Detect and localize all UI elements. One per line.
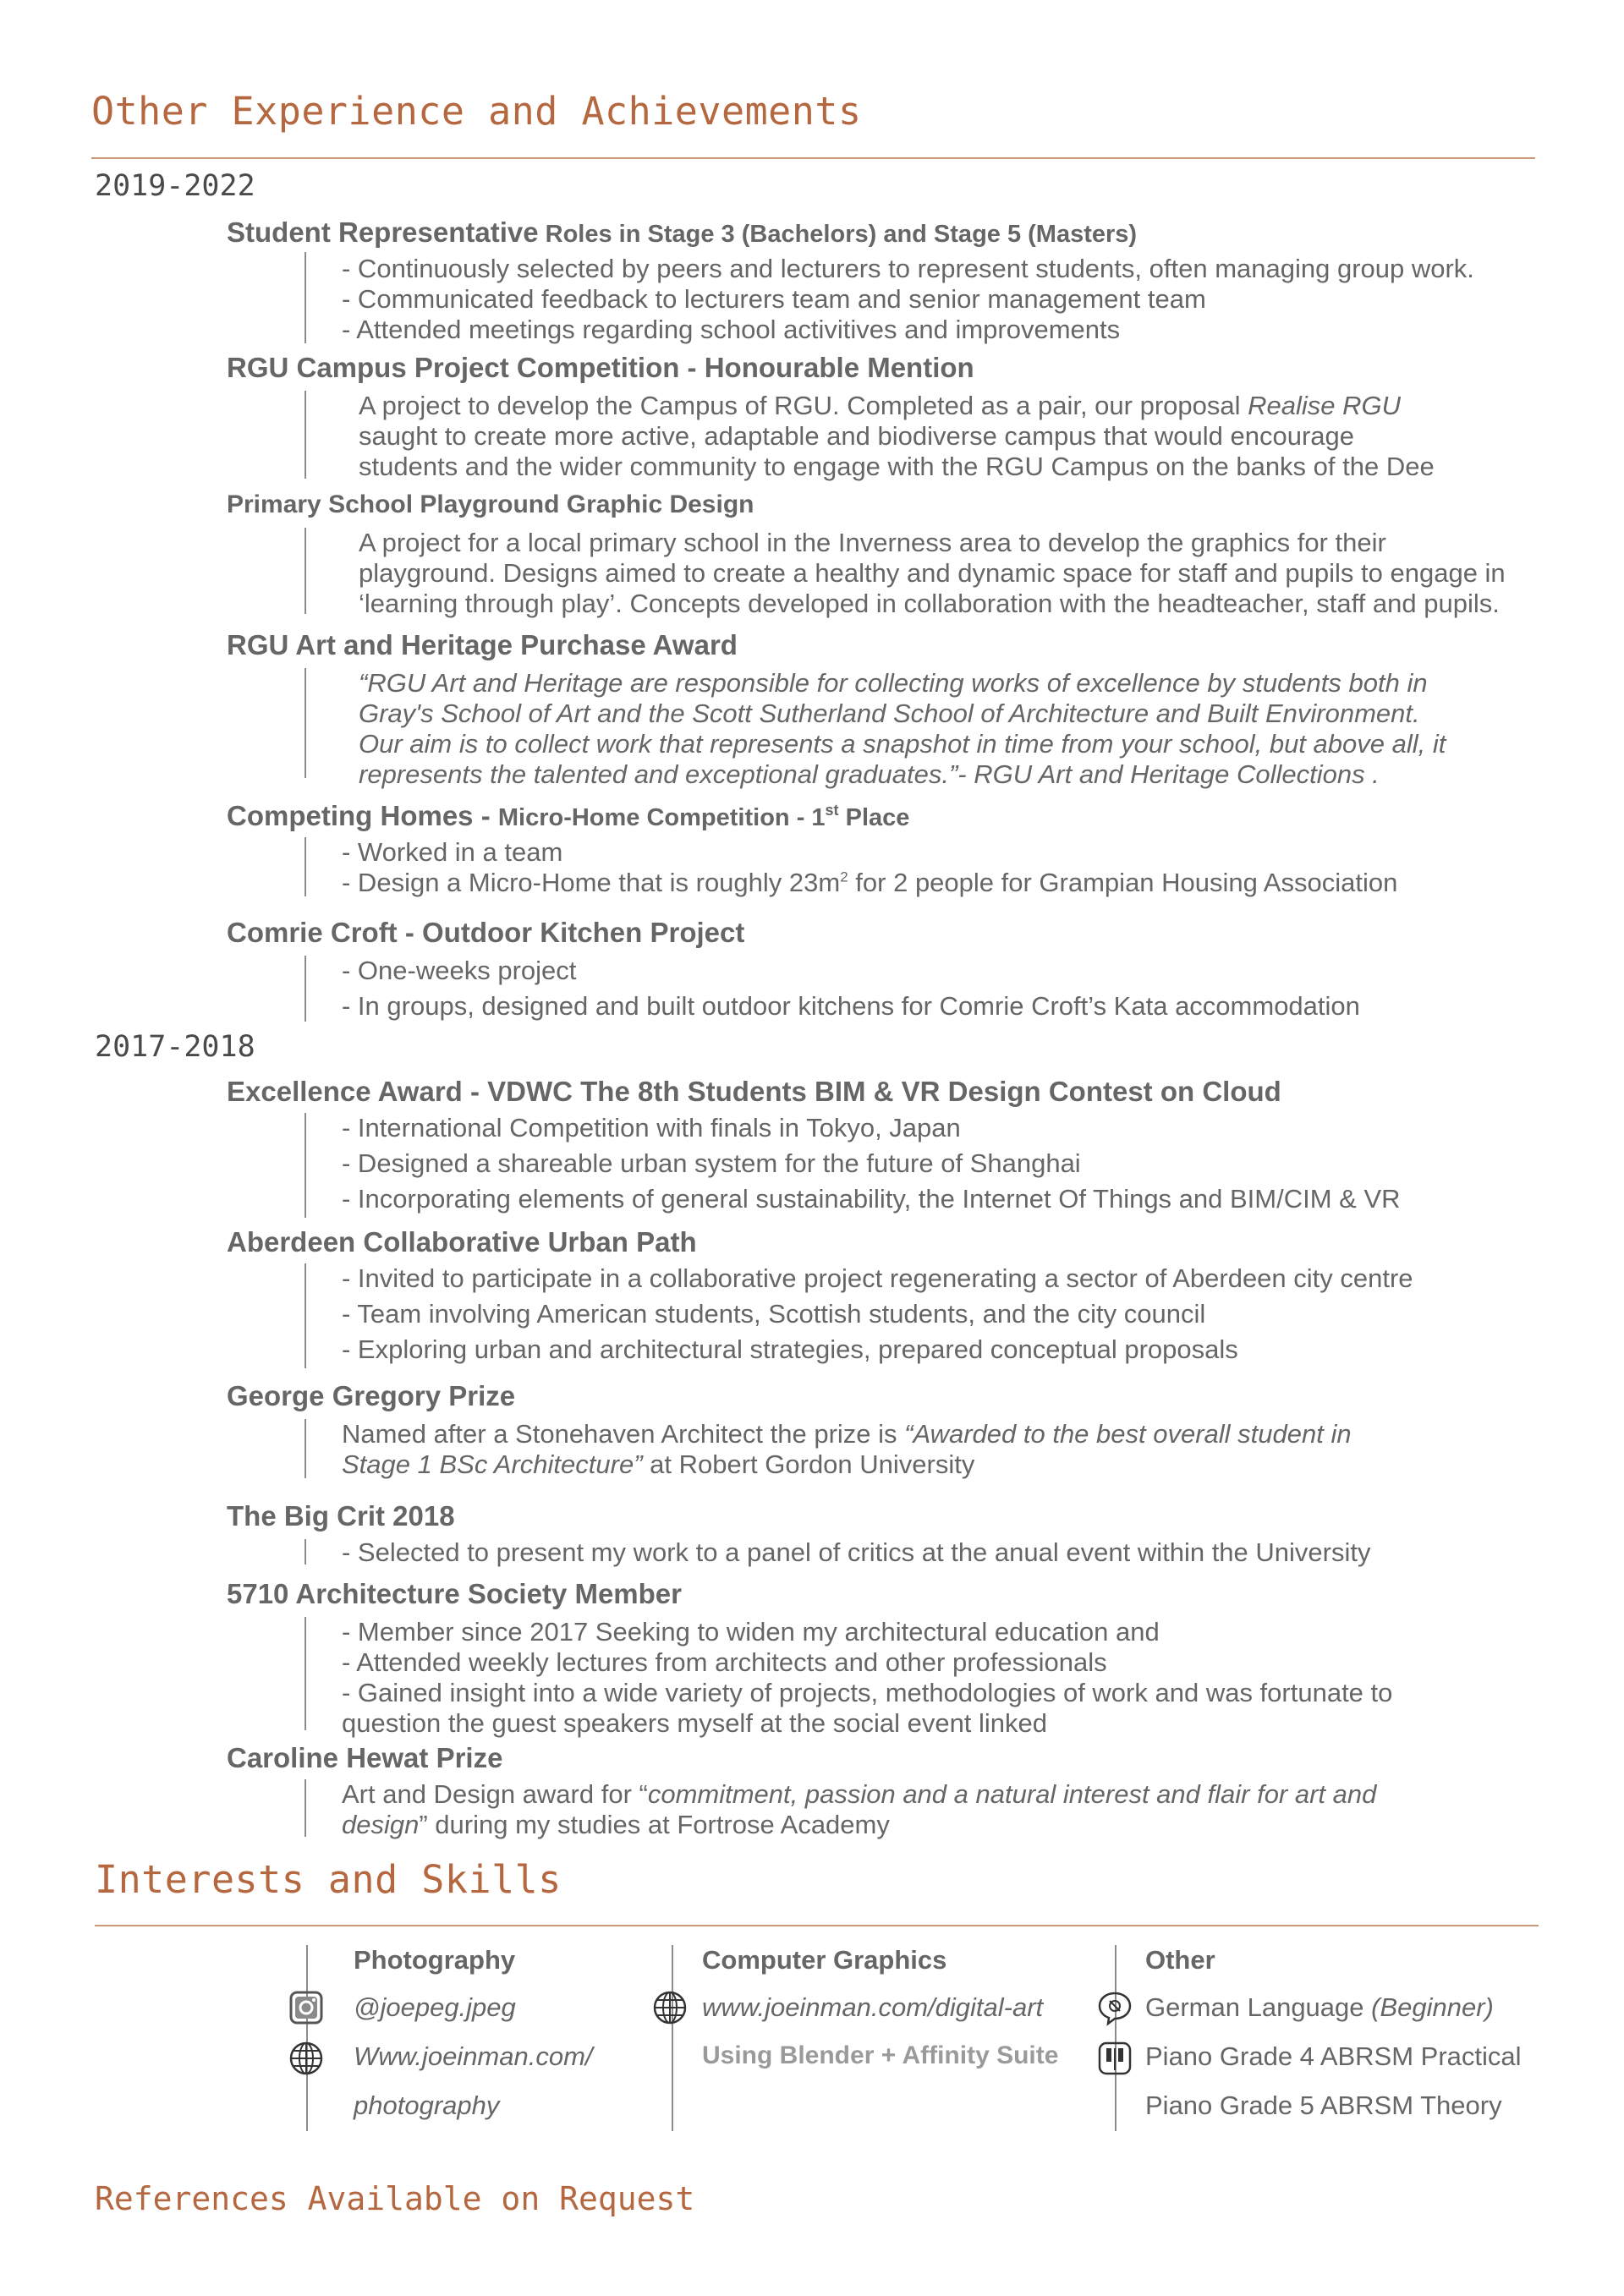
entry-line: students and the wider community to engage with the RGU Campus on the banks of the Dee: [359, 452, 1435, 481]
piano-theory: Piano Grade 5 ABRSM Theory: [1145, 2091, 1502, 2120]
entry-bar: [304, 1617, 306, 1730]
entry-line: - Attended meetings regarding school activitives and improvements: [342, 315, 1121, 344]
entry-title: RGU Campus Project Competition - Honourable Mention: [227, 352, 974, 383]
entry-bar: [304, 1539, 306, 1564]
globe-icon: [288, 2040, 325, 2077]
entry-title: Caroline Hewat Prize: [227, 1742, 503, 1773]
section-title-other: Other Experience and Achievements: [91, 89, 862, 134]
graphics-heading: Computer Graphics: [702, 1945, 947, 1975]
entry-line: - Team involving American students, Scottish students, and the city council: [342, 1299, 1206, 1329]
entry-bar: [304, 252, 306, 343]
quote-line: Gray's School of Art and the Scott Sutherland School of Architecture and Built Environment.: [359, 699, 1420, 728]
entry-title: George Gregory Prize: [227, 1380, 516, 1411]
entry-line: question the guest speakers myself at the social event linked: [342, 1708, 1048, 1738]
entry-line: Stage 1 BSc Architecture” at Robert Gordon University: [342, 1449, 975, 1479]
digital-art-link[interactable]: www.joeinman.com/digital-art: [702, 1992, 1044, 2022]
entry-line: saught to create more active, adaptable and biodiverse campus that would encourage: [359, 421, 1355, 451]
entry-line: - Invited to participate in a collaborative project regenerating a sector of Aberdeen city centre: [342, 1263, 1413, 1293]
entry-line: ‘learning through play’. Concepts developed in collaboration with the headteacher, staff and pupils.: [359, 589, 1500, 618]
photography-heading: Photography: [354, 1945, 516, 1975]
entry-line: - Design a Micro-Home that is roughly $23m^2$ for 2 people for Grampian Housing Association: [342, 868, 1398, 897]
entry-line: - International Competition with finals in Tokyo, Japan: [342, 1113, 961, 1143]
entry-line: - Attended weekly lectures from architects and other professionals: [342, 1647, 1107, 1677]
entry-line: Art and Design award for “commitment, passion and a natural interest and flair for art and: [342, 1779, 1377, 1809]
globe-icon: [651, 1989, 689, 2026]
entry-bar: [304, 1113, 306, 1218]
entry-line: - Selected to present my work to a panel of critics at the anual event within the University: [342, 1537, 1371, 1567]
entry-title: Competing Homes - Micro-Home Competition - 1st Place: [227, 800, 910, 831]
instagram-icon: [288, 1989, 325, 2026]
instagram-link[interactable]: @joepeg.jpeg: [354, 1992, 516, 2022]
entry-title: The Big Crit 2018: [227, 1500, 455, 1532]
entry-bar: [304, 391, 306, 479]
entry-line: A project for a local primary school in the Inverness area to develop the graphics for their: [359, 528, 1386, 557]
section-divider: [91, 157, 1535, 159]
entry-bar: [304, 528, 306, 614]
column-divider: [306, 1945, 308, 2131]
entry-bar: [304, 1263, 306, 1368]
entry-bar: [304, 1779, 306, 1837]
year-label: 2017-2018: [95, 1030, 255, 1064]
entry-bar: [304, 668, 306, 778]
entry-line: - Worked in a team: [342, 837, 563, 867]
entry-line: - Continuously selected by peers and lecturers to represent students, often managing group work.: [342, 254, 1474, 283]
entry-title: Aberdeen Collaborative Urban Path: [227, 1226, 697, 1258]
entry-line: - Communicated feedback to lecturers team and senior management team: [342, 284, 1206, 314]
graphics-tools: Using Blender + Affinity Suite: [702, 2041, 1059, 2069]
entry-title: RGU Art and Heritage Purchase Award: [227, 629, 738, 660]
quote-line: “RGU Art and Heritage are responsible for collecting works of excellence by students both in: [359, 668, 1428, 698]
entry-line: Named after a Stonehaven Architect the prize is “Awarded to the best overall student in: [342, 1419, 1352, 1449]
references-footer: References Available on Request: [95, 2180, 695, 2217]
column-divider: [1115, 1945, 1116, 2131]
entry-line: playground. Designs aimed to create a healthy and dynamic space for staff and pupils to engage in: [359, 558, 1506, 588]
entry-line: - Designed a shareable urban system for the future of Shanghai: [342, 1148, 1081, 1178]
piano-practical: Piano Grade 4 ABRSM Practical: [1145, 2041, 1522, 2071]
photography-site-link[interactable]: Www.joeinman.com/: [354, 2041, 593, 2071]
entry-line: - Member since 2017 Seeking to widen my architectural education and: [342, 1617, 1160, 1647]
entry-title: Primary School Playground Graphic Design: [227, 490, 754, 518]
entry-title: Excellence Award - VDWC The 8th Students BIM & VR Design Contest on Cloud: [227, 1076, 1281, 1107]
entry-line: - Exploring urban and architectural strategies, prepared conceptual proposals: [342, 1334, 1238, 1364]
entry-line: design” during my studies at Fortrose Academy: [342, 1810, 890, 1839]
year-label: 2019-2022: [95, 169, 255, 203]
entry-bar: [304, 837, 306, 896]
section-divider: [95, 1925, 1539, 1926]
entry-line: - In groups, designed and built outdoor kitchens for Comrie Croft’s Kata accommodation: [342, 991, 1360, 1021]
entry-title: Student Representative Roles in Stage 3 (Bachelors) and Stage 5 (Masters): [227, 216, 1138, 248]
entry-line: A project to develop the Campus of RGU. Completed as a pair, our proposal Realise RGU: [359, 391, 1402, 420]
entry-line: - Incorporating elements of general sustainability, the Internet Of Things and BIM/CIM & VR: [342, 1184, 1401, 1214]
column-divider: [672, 1945, 673, 2131]
speech-bubble-icon: [1096, 1989, 1133, 2026]
entry-title: 5710 Architecture Society Member: [227, 1578, 683, 1609]
entry-bar: [304, 1419, 306, 1478]
entry-bar: [304, 956, 306, 1022]
photography-site-link-cont[interactable]: photography: [354, 2091, 500, 2120]
section-title-interests: Interests and Skills: [95, 1857, 562, 1902]
entry-line: - One-weeks project: [342, 956, 577, 985]
other-heading: Other: [1145, 1945, 1215, 1975]
quote-line: Our aim is to collect work that represents a snapshot in time from your school, but above all, it: [359, 729, 1446, 759]
entry-line: - Gained insight into a wide variety of projects, methodologies of work and was fortunate to: [342, 1678, 1393, 1707]
language-skill: German Language (Beginner): [1145, 1992, 1494, 2022]
piano-icon: [1096, 2040, 1133, 2077]
entry-title: Comrie Croft - Outdoor Kitchen Project: [227, 917, 745, 948]
quote-line: represents the talented and exceptional graduates.”- RGU Art and Heritage Collections .: [359, 759, 1380, 789]
